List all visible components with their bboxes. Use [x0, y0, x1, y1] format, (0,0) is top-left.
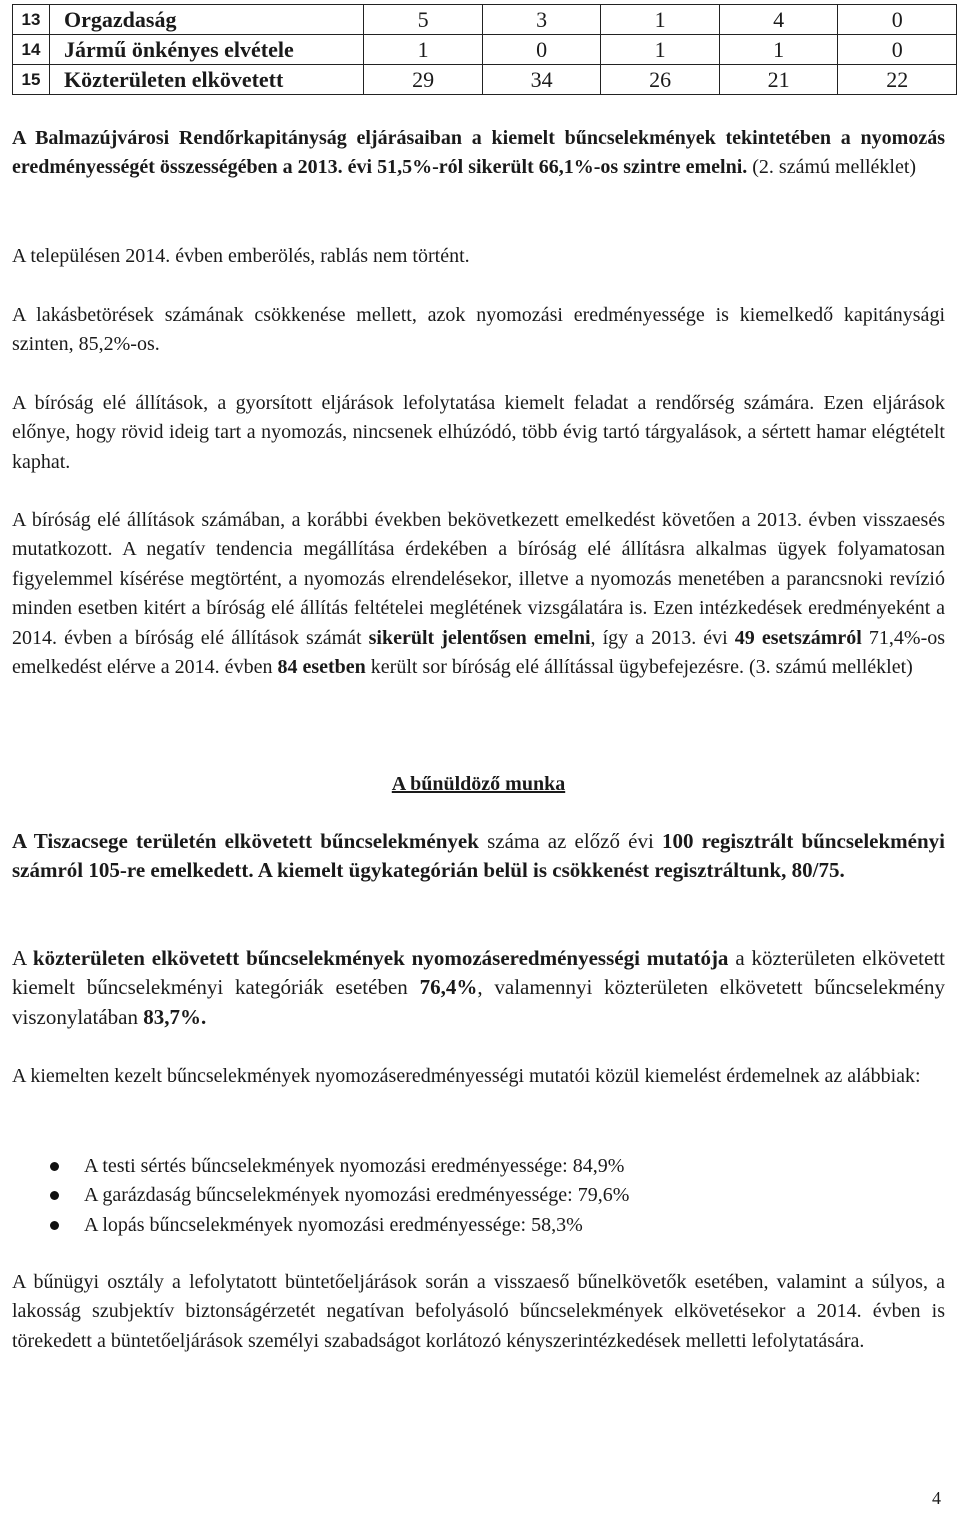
list-item-text: A garázdaság bűncselekmények nyomozási eredményessége: 79,6% [84, 1184, 630, 1207]
paragraph-tiszacsege [12, 827, 945, 886]
paragraph-no-homicide: A településen 2014. évben emberölés, rablás nem történt. [12, 245, 470, 267]
table-cell: 22 [838, 65, 957, 95]
paragraph-court-statistics [12, 506, 945, 682]
list-item-text: A lopás bűncselekmények nyomozási eredményessége: 58,3% [84, 1213, 583, 1236]
table-cell: 5 [364, 5, 483, 35]
text-run: , így a 2013. évi [590, 626, 735, 649]
page-number: 4 [932, 1488, 941, 1508]
results-list [12, 1152, 945, 1240]
paragraph-investigation-rate [12, 124, 945, 183]
list-item [12, 1211, 945, 1240]
table-cell: 1 [601, 35, 720, 65]
text-run: száma az előző évi [478, 829, 662, 853]
paragraph-burglary: A lakásbetörések számának csökkenése mellett, azok nyomozási eredményessége is kiemelkedő kapitánysági szinten, 85,2%-os. [12, 304, 945, 356]
row-number: 13 [13, 5, 50, 35]
section-heading: A bűnüldöző munka [391, 773, 566, 795]
table-cell: 1 [364, 35, 483, 65]
table-row [13, 65, 957, 95]
table-cell: 3 [482, 5, 601, 35]
table-cell: 1 [601, 5, 720, 35]
table-cell: 21 [719, 65, 838, 95]
bold-run: A Tiszacsege területén elkövetett bűncselekmények [12, 829, 479, 853]
paragraph-text: A Balmazújvárosi Rendőrkapitányság eljárásaiban a kiemelt bűncselekmények tekintetében a nyomozás eredményességét összességében a 2013. évi 51,5%-ról sikerült 66,1%-os szintre emelni. [12, 127, 945, 179]
table-cell: 4 [719, 5, 838, 35]
bullet-icon [50, 1162, 59, 1171]
bold-run: 84 esetben [277, 656, 366, 679]
row-label: Jármű önkényes elvétele [50, 35, 364, 65]
table-cell: 0 [482, 35, 601, 65]
table-row [13, 35, 957, 65]
paragraph-repeat-offenders: A bűnügyi osztály a lefolytatott büntetőeljárások során a visszaeső bűnelkövetők esetében, valamint a súlyos, a lakosság szubjektív biztonságérzetét negatívan befolyásoló bűncselekmények elkövetésekor a 2014. évben is törekedett a büntetőeljárások személyi szabadságot korlátozó kényszerintézkedések melletti lefolytatására. [12, 1271, 945, 1352]
annex-reference: (2. számú melléklet) [752, 156, 917, 179]
table-cell: 0 [838, 35, 957, 65]
table-row [13, 5, 957, 35]
bold-run: 83,7%. [143, 1004, 207, 1029]
row-label: Közterületen elkövetett [50, 65, 364, 95]
text-run: A bíróság elé állítások számában, a korábbi években bekövetkezett emelkedést követően a 2013. évben visszaesés mutatkozott. A negatív tendencia megállítása érdekében a bíróság elé állításra alkalmas ügyek folyamatosan figyelemmel kísérése megtörtént, a nyomozás elrendelésekor, illetve a nyomozás menetében a parancsnoki revízió minden esetben kitért a bíróság elé állítás feltételei meglétének vizsgálatára is. Ezen intézkedések eredményeként a 2014. évben a bíróság elé állítások számát [12, 509, 945, 649]
text-run: , valamennyi közterületen elkövetett bűncselekmény viszonylatában [12, 975, 945, 1029]
text-run: a közterületen elkövetett kiemelt bűncselekményi kategóriák esetében [12, 946, 945, 1000]
bullet-icon [50, 1191, 59, 1200]
table-cell: 34 [482, 65, 601, 95]
text-run: A [12, 946, 33, 970]
table-cell: 0 [838, 5, 957, 35]
bold-run: 76,4% [419, 975, 478, 1000]
table-cell: 1 [719, 35, 838, 65]
row-number: 15 [13, 65, 50, 95]
table-cell: 29 [364, 65, 483, 95]
row-number: 14 [13, 35, 50, 65]
crime-stats-table [12, 4, 957, 95]
table-cell: 26 [601, 65, 720, 95]
list-item-text: A testi sértés bűncselekmények nyomozási eredményessége: 84,9% [84, 1155, 625, 1177]
paragraph-court-proceedings: A bíróság elé állítások, a gyorsított eljárások lefolytatása kiemelt feladat a rendőrség számára. Ezen eljárások előnye, hogy rövid ideig tart a nyomozás, nincsenek elhúzódó, több évig tartó tárgyalások, a sértett hamar elégtételt kaphat. [12, 392, 945, 473]
list-item [12, 1181, 945, 1210]
paragraph-highlights-intro: A kiemelten kezelt bűncselekmények nyomozáseredményességi mutatói közül kiemelést érdemelnek az alábbiak: [12, 1065, 921, 1087]
text-run: 71,4%-os emelkedést elérve a 2014. évben [12, 626, 946, 679]
row-label: Orgazdaság [50, 5, 364, 35]
text-run: került sor bíróság elé állítással ügybefejezésre. (3. számú melléklet) [365, 656, 913, 679]
bold-run: sikerült jelentősen emelni [368, 626, 591, 649]
bullet-icon [50, 1221, 59, 1230]
bold-run: 100 regisztrált bűncselekményi számról 105-re emelkedett. A kiemelt ügykategórián belül is csökkenést regisztráltunk, 80/75. [12, 829, 946, 883]
list-item [12, 1152, 945, 1181]
paragraph-public-space [12, 944, 945, 1032]
bold-run: 49 esetszámról [734, 626, 862, 649]
bold-run: közterületen elkövetett bűncselekmények nyomozáseredményességi mutatója [32, 946, 729, 970]
